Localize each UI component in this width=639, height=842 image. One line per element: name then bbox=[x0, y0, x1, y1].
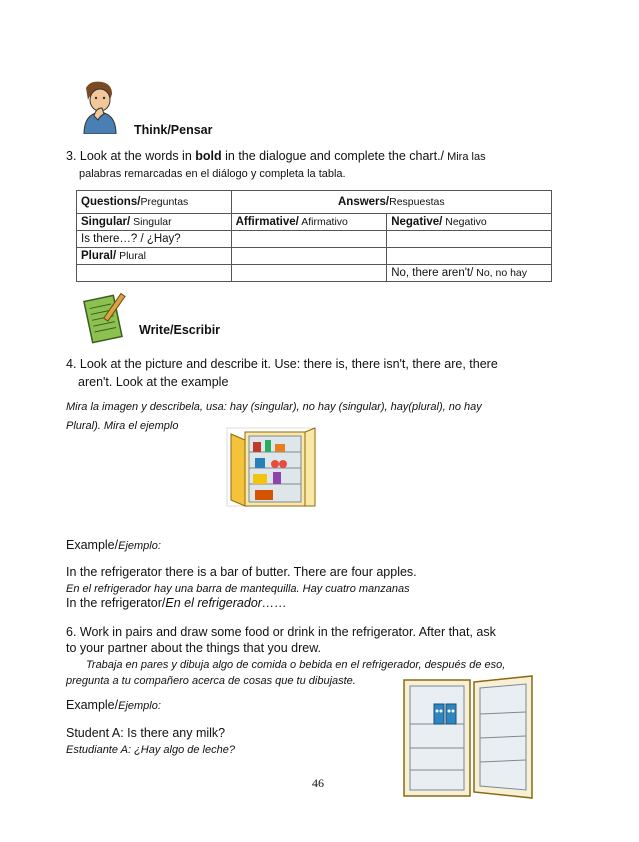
answers-header: Answers/Respuestas bbox=[231, 191, 551, 214]
table-row bbox=[77, 265, 552, 282]
questions-header: Questions/Preguntas bbox=[77, 191, 232, 214]
exercise-4-line-2: aren't. Look at the example bbox=[78, 375, 229, 389]
chart-subheader-row bbox=[77, 214, 552, 231]
negative-header: Negative/ Negativo bbox=[387, 214, 552, 231]
refrigerator-picture bbox=[225, 426, 317, 508]
chart-header-row bbox=[77, 191, 552, 214]
think-heading: Think/Pensar bbox=[134, 123, 213, 137]
exercise-6-es-line-2: pregunta a tu compañero acerca de cosas que tu dibujaste. bbox=[66, 675, 356, 687]
exercise-6-es-line-1: Trabaja en pares y dibuja algo de comida o bebida en el refrigerador, después de eso, bbox=[86, 659, 506, 671]
blank-answer-cell[interactable] bbox=[231, 231, 387, 248]
example-1-prompt: In the refrigerator/En el refrigerador…… bbox=[66, 596, 287, 610]
blank-answer-cell[interactable] bbox=[387, 231, 552, 248]
thinking-person-icon bbox=[76, 78, 122, 134]
exercise-4-es-line-1: Mira la imagen y describela, usa: hay (singular), no hay (singular), hay(plural), no hay bbox=[66, 401, 482, 413]
student-a-question-es: Estudiante A: ¿Hay algo de leche? bbox=[66, 744, 235, 756]
blank-answer-cell[interactable] bbox=[387, 248, 552, 265]
blank-answer-cell[interactable] bbox=[231, 265, 387, 282]
grammar-chart bbox=[76, 190, 552, 282]
exercise-4-line-1: 4. Look at the picture and describe it. Use: there is, there isn't, there are, there bbox=[66, 357, 498, 371]
write-heading: Write/Escribir bbox=[139, 323, 221, 337]
plural-header: Plural/ Plural bbox=[77, 248, 232, 265]
example-2-label: Example/Ejemplo: bbox=[66, 698, 161, 712]
table-row bbox=[77, 248, 552, 265]
exercise-4-es-line-2: Plural). Mira el ejemplo bbox=[66, 420, 179, 432]
exercise-6-line-2: to your partner about the things that you drew. bbox=[66, 641, 322, 655]
exercise-3-instruction: 3. Look at the words in bold in the dialogue and complete the chart./ Mira las bbox=[66, 149, 486, 163]
example-1-label: Example/Ejemplo: bbox=[66, 538, 161, 552]
open-refrigerator-picture bbox=[400, 674, 538, 800]
singular-header: Singular/ Singular bbox=[77, 214, 232, 231]
page-number: 46 bbox=[312, 776, 324, 790]
is-there-cell: Is there…? / ¿Hay? bbox=[77, 231, 232, 248]
example-1-sentence: In the refrigerator there is a bar of butter. There are four apples. bbox=[66, 565, 417, 579]
blank-question-cell[interactable] bbox=[77, 265, 232, 282]
notebook-pencil-icon bbox=[82, 290, 130, 346]
table-row bbox=[77, 231, 552, 248]
blank-answer-cell[interactable] bbox=[231, 248, 387, 265]
student-a-question: Student A: Is there any milk? bbox=[66, 726, 226, 740]
no-there-arent-cell: No, there aren't/ No, no hay bbox=[387, 265, 552, 282]
exercise-3-instruction-es: palabras remarcadas en el diálogo y completa la tabla. bbox=[79, 168, 346, 180]
exercise-6-line-1: 6. Work in pairs and draw some food or drink in the refrigerator. After that, ask bbox=[66, 625, 496, 639]
affirmative-header: Affirmative/ Afirmativo bbox=[231, 214, 387, 231]
example-1-sentence-es: En el refrigerador hay una barra de mantequilla. Hay cuatro manzanas bbox=[66, 583, 410, 595]
